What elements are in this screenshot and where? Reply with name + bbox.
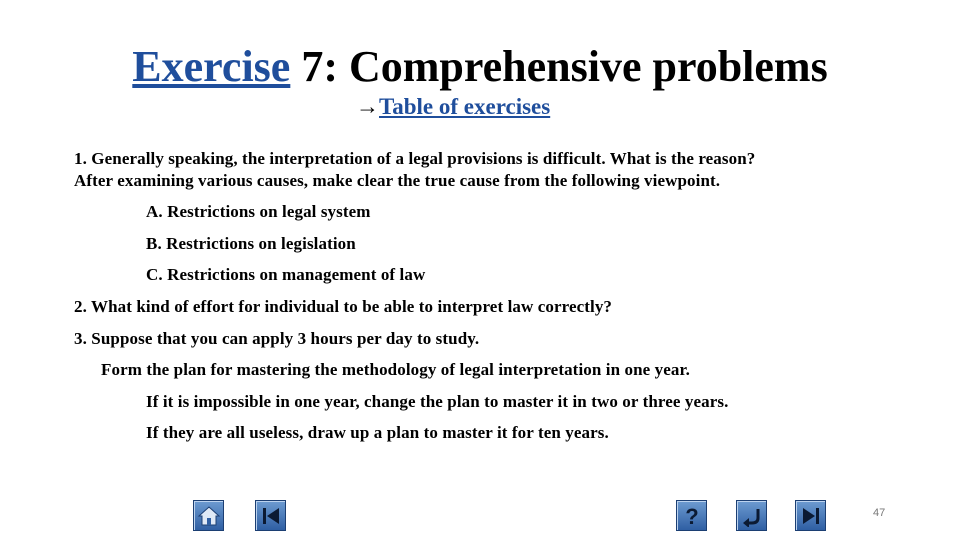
- table-of-exercises-link[interactable]: Table of exercises: [379, 94, 551, 119]
- question-3-plan: Form the plan for mastering the methodology of legal interpretation in one year.: [101, 360, 690, 379]
- return-button[interactable]: [736, 500, 767, 531]
- last-slide-button[interactable]: [795, 500, 826, 531]
- svg-text:?: ?: [684, 503, 699, 528]
- question-1-option-b: B. Restrictions on legislation: [146, 234, 356, 253]
- question-2: 2. What kind of effort for individual to be able to interpret law correctly?: [74, 297, 613, 316]
- return-icon: [740, 505, 764, 527]
- question-1-option-a: A. Restrictions on legal system: [146, 202, 371, 221]
- home-icon: [197, 505, 221, 527]
- first-slide-icon: [260, 505, 282, 527]
- subtitle: [356, 92, 550, 122]
- slide-title: [0, 40, 960, 94]
- help-icon: [681, 504, 703, 528]
- home-button[interactable]: [193, 500, 224, 531]
- question-3-alternative-2: If they are all useless, draw up a plan to master it for ten years.: [146, 423, 609, 442]
- question-1-option-c: C. Restrictions on management of law: [146, 265, 426, 284]
- question-1-line-1: 1. Generally speaking, the interpretation of a legal provisions is difficult. What is the reason?: [74, 149, 756, 168]
- question-3: 3. Suppose that you can apply 3 hours per day to study.: [74, 329, 480, 348]
- first-slide-button[interactable]: [255, 500, 286, 531]
- page-number: 47: [873, 507, 886, 519]
- question-3-alternative-1: If it is impossible in one year, change the plan to master it in two or three years.: [146, 392, 729, 411]
- exercise-link[interactable]: Exercise: [132, 42, 291, 91]
- arrow-icon: →: [356, 94, 379, 119]
- help-button[interactable]: [676, 500, 707, 531]
- last-slide-icon: [800, 505, 822, 527]
- question-1-line-2: After examining various causes, make clear the true cause from the following viewpoint.: [74, 171, 721, 190]
- title-rest: 7: Comprehensive problems: [290, 42, 828, 91]
